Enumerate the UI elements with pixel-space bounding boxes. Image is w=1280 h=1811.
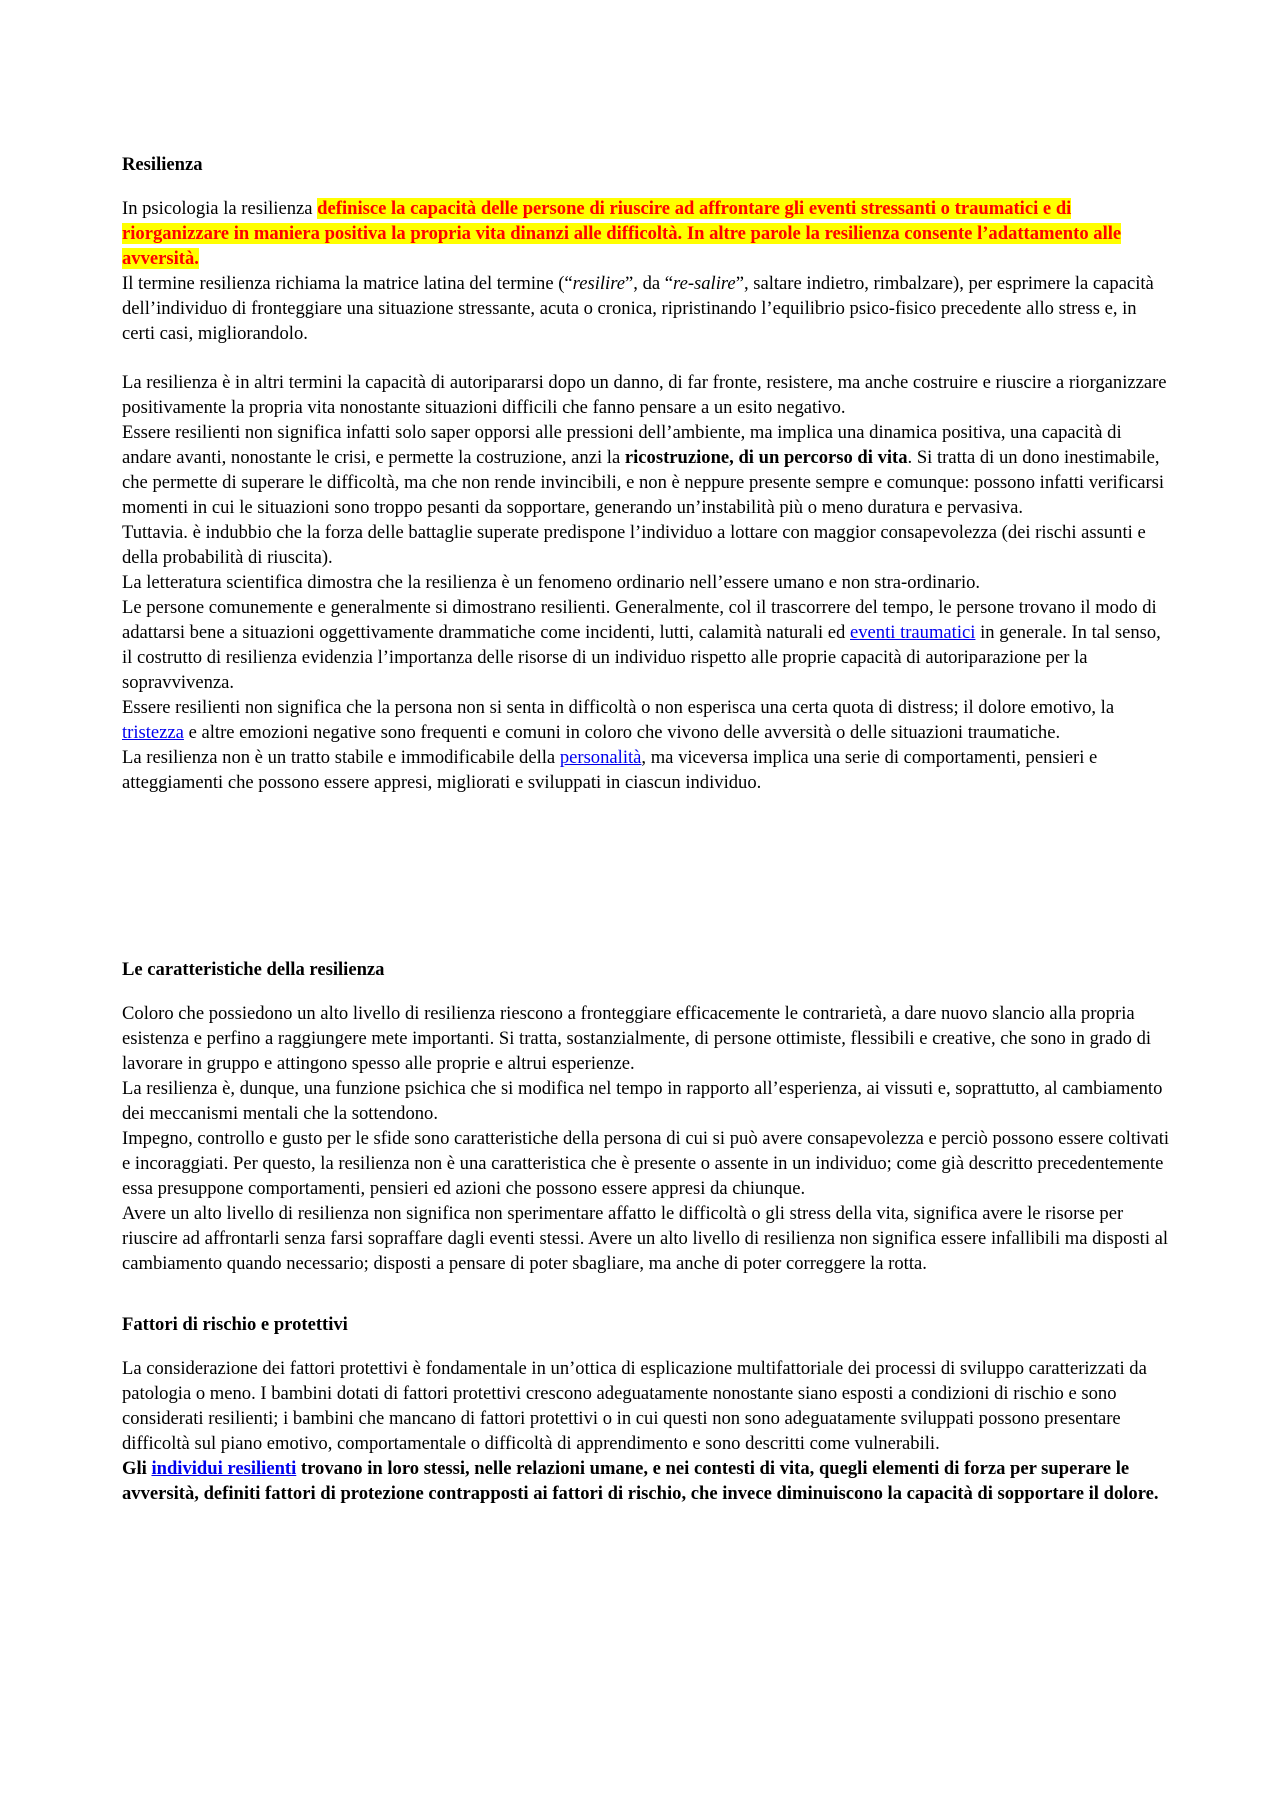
individui-text-a: Gli xyxy=(122,1458,152,1479)
distress-text-a: Essere resilienti non significa che la persona non si senta in difficoltà o non esperisca una certa quota di distress; il dolore emotivo, la xyxy=(122,697,1115,718)
etymology-text-b: ”, da “ xyxy=(625,273,674,294)
paragraph-autoriparazione: La resilienza è in altri termini la capacità di autoripararsi dopo un danno, di far fronte, resistere, ma anche costruire e riuscire a riorganizzare positivamente la propria vita nonostante situazioni difficili che fanno pensare a un esito negativo. xyxy=(122,372,1167,418)
paragraph-impegno: Impegno, controllo e gusto per le sfide sono caratteristiche della persona di cui si può avere consapevolezza e perciò possono essere coltivati e incoraggiati. Per questo, la resilienza non è una caratteristica che è presente o assente in un individuo; come già descritto precedentemente essa presuppone comportamenti, pensieri ed azioni che possono essere appresi da chiunque. xyxy=(122,1128,1170,1199)
tratto-text-b: , ma viceversa implica una serie di comportamenti, pensieri e atteggiamenti che possono essere appresi, migliorati e sviluppati in ciascun individuo. xyxy=(122,747,1098,793)
tratto-text-a: La resilienza non è un tratto stabile e immodificabile della xyxy=(122,747,560,768)
dinamica-text-b: . Si tratta di un dono inestimabile, che permette di superare le difficoltà, ma che non rende invincibili, e non è neppure presente sempre e comunque: possono infatti verificarsi momenti in cui le situazioni sono troppo pesanti da sopportare, generando un’instabilità più o meno duratura e pervasiva. xyxy=(122,447,1165,518)
persone-text-b: in generale. In tal senso, il costrutto di resilienza evidenzia l’importanza delle risorse di un individuo rispetto alle proprie capacità di autoriparazione per la sopravvivenza. xyxy=(122,622,1161,693)
paragraph-fattori-protettivi: La considerazione dei fattori protettivi è fondamentale in un’ottica di esplicazione multifattoriale dei processi di sviluppo caratterizzati da patologia o meno. I bambini dotati di fattori protettivi crescono adeguatamente nonostante siano esposti a condizioni di rischio e sono considerati resilienti; i bambini che mancano di fattori protettivi o in cui questi non sono adeguatamente sviluppati possono presentare difficoltà sul piano emotivo, comportamentale o difficoltà di apprendimento e sono descritti come vulnerabili. xyxy=(122,1358,1147,1454)
individui-text-b: trovano in loro stessi, nelle relazioni umane, e nei contesti di vita, quegli elementi di forza per superare le avversità, definiti fattori di protezione contrapposti ai fattori di rischio, che invece diminuiscono la capacità di sopportare il dolore. xyxy=(122,1458,1159,1504)
paragraph-distress xyxy=(122,695,1172,745)
term-resilire: resilire xyxy=(572,273,626,294)
highlighted-definition: definisce la capacità delle persone di riuscire ad affrontare gli eventi stressanti o traumatici e di riorganizzare in maniera positiva la propria vita dinanzi alle difficoltà. In altre parole la resilienza consente l’adattamento alle avversità. xyxy=(122,198,1122,269)
paragraph-funzione-psichica: La resilienza è, dunque, una funzione psichica che si modifica nel tempo in rapporto all’esperienza, ai vissuti e, soprattutto, al cambiamento dei meccanismi mentali che la sottendono. xyxy=(122,1078,1163,1124)
distress-text-b: e altre emozioni negative sono frequenti e comuni in coloro che vivono delle avversità o delle situazioni traumatiche. xyxy=(183,722,1061,743)
link-personalita[interactable]: personalità xyxy=(559,747,642,768)
term-resalire: re-salire xyxy=(673,273,736,294)
paragraph-alto-livello: Avere un alto livello di resilienza non significa non sperimentare affatto le difficoltà o gli stress della vita, significa avere le risorse per riuscire ad affrontarli senza farsi sopraffare dagli eventi stessi. Avere un alto livello di resilienza non significa essere infallibili ma disposti al cambiamento quando necessario; disposti a pensare di poter sbagliare, ma anche di poter correggere la rotta. xyxy=(122,1203,1169,1274)
paragraph-definition xyxy=(122,196,1172,271)
document-page xyxy=(122,152,1172,1506)
paragraph-etymology xyxy=(122,271,1172,346)
paragraph-coloro: Coloro che possiedono un alto livello di resilienza riescono a fronteggiare efficacemente le contrarietà, a dare nuovo slancio alla propria esistenza e perfino a raggiungere mete importanti. Si tratta, sostanzialmente, di persone ottimiste, flessibili e creative, che sono in grado di lavorare in gruppo e attingono spesso alle proprie e altrui esperienze. xyxy=(122,1003,1152,1074)
paragraph-tratto-stabile xyxy=(122,745,1172,795)
link-individui-resilienti[interactable]: individui resilienti xyxy=(151,1458,297,1479)
persone-text-a: Le persone comunemente e generalmente si dimostrano resilienti. Generalmente, col il trascorrere del tempo, le persone trovano il modo di adattarsi bene a situazioni oggettivamente drammatiche come incidenti, lutti, calamità naturali ed xyxy=(122,597,1157,643)
dinamica-text-a: Essere resilienti non significa infatti solo saper opporsi alle pressioni dell’ambiente, ma implica una dinamica positiva, una capacità di andare avanti, nonostante le crisi, e permette la costruzione, anzi la xyxy=(122,422,1122,468)
bold-ricostruzione: ricostruzione, di un percorso di vita xyxy=(624,447,908,468)
link-tristezza[interactable]: tristezza xyxy=(122,722,184,743)
paragraph-letteratura: La letteratura scientifica dimostra che la resilienza è un fenomeno ordinario nell’essere umano e non stra-ordinario. xyxy=(122,572,981,593)
paragraph-persone-resilienti xyxy=(122,595,1172,695)
section-title-resilienza: Resilienza xyxy=(122,154,203,175)
link-eventi-traumatici[interactable]: eventi traumatici xyxy=(849,622,976,643)
section-title-fattori: Fattori di rischio e protettivi xyxy=(122,1314,348,1335)
paragraph-individui-resilienti xyxy=(122,1456,1172,1506)
paragraph-dinamica-positiva xyxy=(122,420,1172,520)
definition-intro: In psicologia la resilienza xyxy=(122,198,318,219)
etymology-text-c: ”, saltare indietro, rimbalzare), per esprimere la capacità dell’individuo di fronteggiare una situazione stressante, acuta o cronica, ripristinando l’equilibrio psico-fisico precedente allo stress e, in certi casi, migliorandolo. xyxy=(122,273,1154,344)
etymology-text-a: Il termine resilienza richiama la matrice latina del termine (“ xyxy=(122,273,573,294)
paragraph-tuttavia: Tuttavia. è indubbio che la forza delle battaglie superate predispone l’individuo a lottare con maggior consapevolezza (dei rischi assunti e della probabilità di riuscita). xyxy=(122,522,1146,568)
section-title-caratteristiche: Le caratteristiche della resilienza xyxy=(122,959,385,980)
